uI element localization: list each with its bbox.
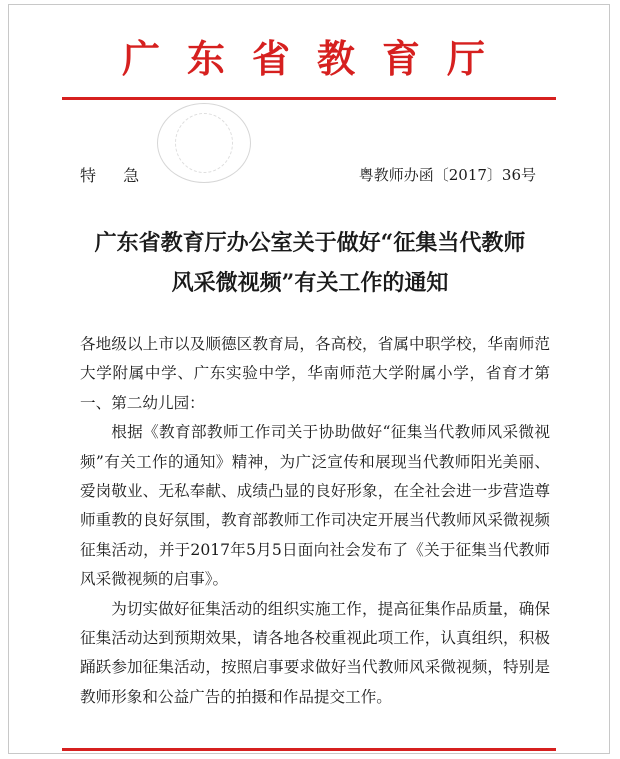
letterhead-red-rule	[62, 97, 556, 100]
faint-seal-stamp-inner	[175, 113, 233, 173]
document-number: 粤教师办函〔2017〕36号	[358, 166, 536, 184]
body-paragraph-2: 为切实做好征集活动的组织实施工作，提高征集作品质量，确保征集活动达到预期效果，请各地各校重视此项工作，认真组织，积极踊跃参加征集活动，按照启事要求做好当代教师风采微视频，特别是教师形象和公益广告的拍摄和作品提交工作。	[80, 599, 550, 706]
org-letterhead-title: 广东省教育厅	[121, 36, 512, 81]
document-body	[80, 330, 550, 712]
document-title	[60, 223, 560, 303]
urgency-label: 特 急	[80, 166, 151, 185]
document-title-line-1: 广东省教育厅办公室关于做好“征集当代教师	[94, 230, 526, 256]
recipients-paragraph: 各地级以上市以及顺德区教育局，各高校，省属中职学校，华南师范大学附属中学、广东实验中学，华南师范大学附属小学，省育才第一、第二幼儿园：	[80, 335, 550, 412]
body-paragraph-1: 根据《教育部教师工作司关于协助做好“征集当代教师风采微视频”有关工作的通知》精神，为广泛宣传和展现当代教师阳光美丽、爱岗敬业、无私奉献、成绩凸显的良好形象，在全社会进一步营造尊师重教的良好氛围，教育部教师工作司决定开展当代教师风采微视频征集活动，并于2017年5月5日面向社会发布了《关于征集当代教师风采微视频的启事》。	[80, 423, 550, 589]
document-title-line-2: 风采微视频”有关工作的通知	[171, 270, 449, 296]
footer-red-rule	[62, 748, 556, 751]
